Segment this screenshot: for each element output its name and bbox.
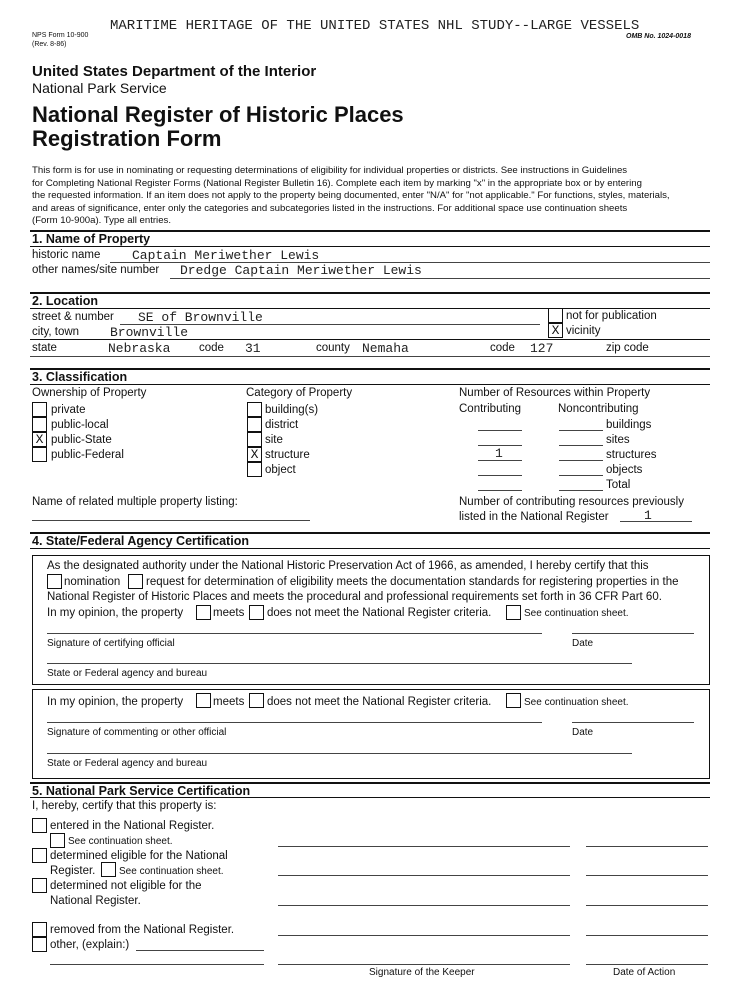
department-name: United States Department of the Interior	[32, 63, 317, 80]
public-local-checkbox[interactable]	[32, 417, 47, 432]
state-value[interactable]: Nebraska	[108, 341, 171, 356]
entered-see-continuation-label: See continuation sheet.	[68, 836, 173, 847]
form-title-line1: National Register of Historic Places	[32, 102, 404, 127]
section5-heading: 5. National Park Service Certification	[32, 784, 251, 798]
does-not-meet-checkbox-2[interactable]	[249, 693, 264, 708]
entered-label: entered in the National Register.	[50, 820, 215, 832]
state-code-value[interactable]: 31	[245, 341, 261, 356]
determined-not-eligible-checkbox[interactable]	[32, 878, 47, 893]
public-federal-label: public-Federal	[51, 449, 124, 461]
section1-heading: 1. Name of Property	[32, 232, 151, 246]
vicinity-label: vicinity	[566, 325, 601, 337]
resource-buildings-label: buildings	[606, 419, 652, 431]
public-local-label: public-local	[51, 419, 109, 431]
cert-paragraph-line1: As the designated authority under the National Historic Preservation Act of 1966, as amended, I hereby certify that this	[47, 560, 649, 572]
cert-paragraph-line2: request for determination of eligibility meets the documentation standards for registering properties in the	[146, 576, 679, 588]
site-label: site	[265, 434, 283, 446]
does-not-meet-label: does not meet the National Register criteria.	[267, 607, 492, 619]
site-checkbox[interactable]	[247, 432, 262, 447]
see-continuation-checkbox[interactable]	[506, 605, 521, 620]
contributing-heading: Contributing	[459, 403, 522, 415]
nomination-label: nomination	[64, 576, 121, 588]
other-label: other, (explain:)	[50, 939, 130, 951]
object-label: object	[265, 464, 296, 476]
building-checkbox[interactable]	[247, 402, 262, 417]
does-not-meet-checkbox[interactable]	[249, 605, 264, 620]
structures-contributing-count[interactable]: 1	[495, 446, 503, 461]
public-state-label: public-State	[51, 434, 112, 446]
cert-paragraph-line3: National Register of Historic Places and meets the procedural and professional requirements set forth in 36 CFR Part 60.	[47, 591, 662, 603]
service-name: National Park Service	[32, 80, 167, 96]
section2-heading: 2. Location	[32, 294, 98, 308]
private-checkbox[interactable]	[32, 402, 47, 417]
form-number: NPS Form 10-900	[32, 32, 89, 39]
entered-checkbox[interactable]	[32, 818, 47, 833]
commenting-date-label: Date	[572, 727, 594, 738]
structure-checkbox[interactable]: X	[247, 447, 262, 462]
agency-label: State or Federal agency and bureau	[47, 668, 208, 679]
see-continuation-checkbox-2[interactable]	[506, 693, 521, 708]
other-names-label: other names/site number	[32, 264, 160, 276]
entered-see-continuation-checkbox[interactable]	[50, 833, 65, 848]
county-code-value[interactable]: 127	[530, 341, 554, 356]
structure-label: structure	[265, 449, 310, 461]
ownership-heading: Ownership of Property	[32, 387, 147, 399]
typed-study-title: MARITIME HERITAGE OF THE UNITED STATES NHL STUDY--LARGE VESSELS	[110, 18, 640, 34]
city-label: city, town	[32, 326, 80, 338]
section4-heading: 4. State/Federal Agency Certification	[32, 534, 249, 548]
nomination-checkbox[interactable]	[47, 574, 62, 589]
opinion-label-2: In my opinion, the property	[47, 696, 184, 708]
private-label: private	[51, 404, 86, 416]
zip-label: zip code	[606, 342, 649, 354]
other-checkbox[interactable]	[32, 937, 47, 952]
other-names-value[interactable]: Dredge Captain Meriwether Lewis	[180, 263, 422, 278]
form-revision: (Rev. 8-86)	[32, 41, 67, 48]
county-code-label: code	[490, 342, 515, 354]
does-not-meet-label-2: does not meet the National Register criteria.	[267, 696, 492, 708]
street-label: street & number	[32, 311, 114, 323]
determined-eligible-label-2: Register.	[50, 865, 96, 877]
previously-listed-line2: listed in the National Register	[459, 511, 609, 523]
resource-total-label: Total	[606, 479, 631, 491]
public-state-checkbox[interactable]: X	[32, 432, 47, 447]
opinion-label: In my opinion, the property	[47, 607, 184, 619]
see-continuation-label-2: See continuation sheet.	[524, 697, 629, 708]
vicinity-checkbox[interactable]: X	[548, 323, 563, 338]
resource-objects-label: objects	[606, 464, 643, 476]
keeper-signature-label: Signature of the Keeper	[369, 967, 475, 978]
meets-checkbox-2[interactable]	[196, 693, 211, 708]
noncontributing-heading: Noncontributing	[558, 403, 639, 415]
meets-label-2: meets	[213, 696, 245, 708]
agency-label-2: State or Federal agency and bureau	[47, 758, 208, 769]
commenting-signature-label: Signature of commenting or other official	[47, 727, 227, 738]
removed-label: removed from the National Register.	[50, 924, 235, 936]
state-label: state	[32, 342, 57, 354]
street-value[interactable]: SE of Brownville	[138, 310, 263, 325]
determined-eligible-label-1: determined eligible for the National	[50, 850, 228, 862]
building-label: building(s)	[265, 404, 319, 416]
district-checkbox[interactable]	[247, 417, 262, 432]
not-for-publication-label: not for publication	[566, 310, 657, 322]
section3-heading: 3. Classification	[32, 370, 128, 384]
form-title-line2: Registration Form	[32, 126, 222, 151]
removed-checkbox[interactable]	[32, 922, 47, 937]
district-label: district	[265, 419, 299, 431]
previously-listed-line1: Number of contributing resources previously	[459, 496, 684, 508]
historic-name-value[interactable]: Captain Meriwether Lewis	[132, 248, 320, 263]
public-federal-checkbox[interactable]	[32, 447, 47, 462]
intro-paragraph: This form is for use in nominating or requesting determinations of eligibility for individual properties or districts. See instructions in Guidelines for Completing National Register Forms (National Register Bulletin 16). Complete each item by marking "x" in the appropriate box or by entering the requested information. If an item does not apply to the property being documented, enter "N/A" for "not applicable." For functions, styles, materials, and areas of significance, enter only the categories and subcategories listed in the instructions. For additional space use continuation sheets (Form 10-900a). Type all entries.	[32, 165, 670, 226]
county-value[interactable]: Nemaha	[362, 341, 409, 356]
eligible-see-continuation-label: See continuation sheet.	[119, 866, 224, 877]
city-value[interactable]: Brownville	[110, 325, 189, 340]
omb-number: OMB No. 1024-0018	[626, 33, 691, 40]
related-listing-label: Name of related multiple property listing:	[32, 496, 238, 508]
previously-listed-value[interactable]: 1	[644, 508, 652, 523]
not-for-publication-checkbox[interactable]	[548, 308, 563, 323]
date-of-action-label: Date of Action	[613, 967, 676, 978]
meets-label: meets	[213, 607, 245, 619]
object-checkbox[interactable]	[247, 462, 262, 477]
meets-checkbox[interactable]	[196, 605, 211, 620]
resource-structures-label: structures	[606, 449, 657, 461]
county-label: county	[316, 342, 350, 354]
resources-heading: Number of Resources within Property	[459, 387, 651, 399]
certify-label: I, hereby, certify that this property is:	[32, 800, 217, 812]
eligible-see-continuation-checkbox[interactable]	[101, 862, 116, 877]
certifying-signature-label: Signature of certifying official	[47, 638, 175, 649]
certifying-date-label: Date	[572, 638, 594, 649]
determined-eligible-checkbox[interactable]	[32, 848, 47, 863]
state-code-label: code	[199, 342, 224, 354]
see-continuation-label: See continuation sheet.	[524, 608, 629, 619]
determined-not-eligible-label-1: determined not eligible for the	[50, 880, 202, 892]
historic-name-label: historic name	[32, 249, 101, 261]
category-heading: Category of Property	[246, 387, 353, 399]
request-determination-checkbox[interactable]	[128, 574, 143, 589]
resource-sites-label: sites	[606, 434, 630, 446]
determined-not-eligible-label-2: National Register.	[50, 895, 141, 907]
